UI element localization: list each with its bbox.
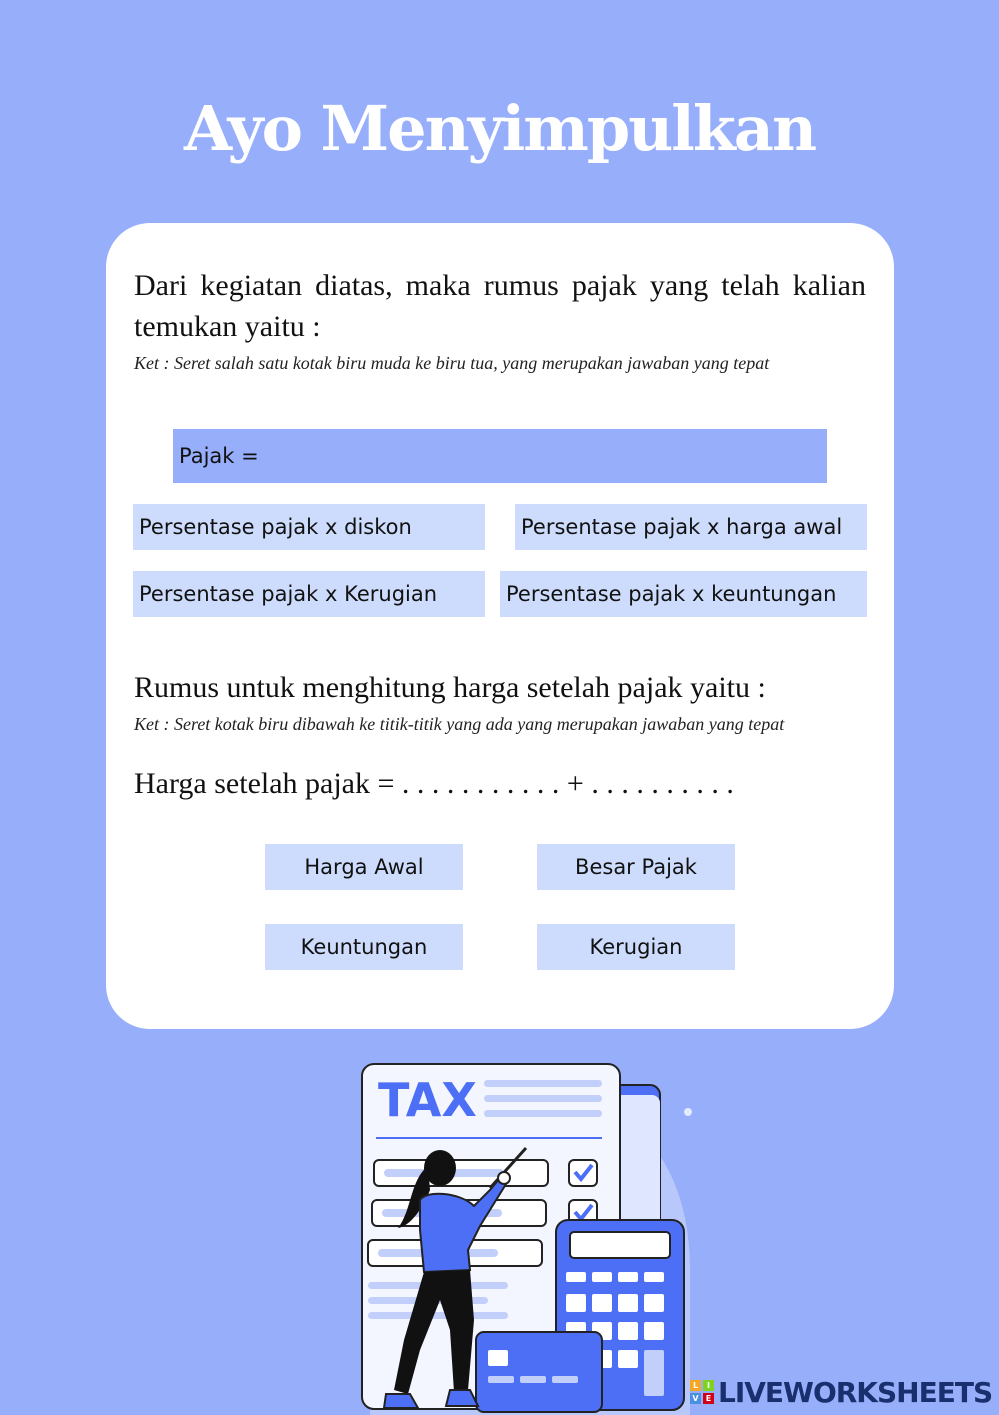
doc-line-icon — [484, 1080, 602, 1087]
box-kerugian[interactable]: Kerugian — [537, 924, 735, 970]
calc-key — [566, 1294, 586, 1312]
question-1: Dari kegiatan diatas, maka rumus pajak yang telah kalian temukan yaitu : — [134, 269, 866, 343]
option-tax-x-profit[interactable]: Persentase pajak x keuntungan — [500, 571, 867, 617]
doc-line-icon — [484, 1095, 602, 1102]
brand-name: LIVEWORKSHEETS — [718, 1375, 993, 1409]
box-keuntungan[interactable]: Keuntungan — [265, 924, 463, 970]
instruction-note-2: Ket : Seret kotak biru dibawah ke titik-titik yang ada yang merupakan jawaban yang tepat — [134, 714, 785, 734]
doc-line-icon — [484, 1110, 602, 1117]
credit-card-icon — [476, 1332, 602, 1412]
card-digits — [488, 1376, 514, 1383]
calc-key — [592, 1272, 612, 1282]
option-tax-x-loss[interactable]: Persentase pajak x Kerugian — [133, 571, 485, 617]
calc-key — [644, 1294, 664, 1312]
logo-letter: L — [690, 1380, 701, 1391]
box-harga-awal[interactable]: Harga Awal — [265, 844, 463, 890]
logo-letter: E — [703, 1393, 714, 1404]
tax-formula-dropzone[interactable]: Pajak = — [173, 429, 827, 483]
calc-key — [592, 1294, 612, 1312]
page-title: Ayo Menyimpulkan — [183, 92, 816, 165]
calculator-display — [570, 1232, 670, 1258]
sparkle-dot — [684, 1108, 692, 1116]
calc-key — [618, 1350, 638, 1368]
calc-key — [644, 1322, 664, 1340]
calc-key — [618, 1272, 638, 1282]
worksheet-card — [106, 223, 894, 1029]
card-chip — [488, 1350, 508, 1366]
tax-label: TAX — [378, 1073, 477, 1127]
instruction-note-1: Ket : Seret salah satu kotak biru muda ke biru tua, yang merupakan jawaban yang tepat — [134, 353, 770, 373]
liveworksheets-brand[interactable] — [690, 1372, 992, 1412]
tax-illustration — [340, 1050, 700, 1415]
calc-key — [644, 1350, 664, 1396]
calc-key — [618, 1294, 638, 1312]
option-tax-x-discount[interactable]: Persentase pajak x diskon — [133, 504, 485, 550]
logo-letter: I — [703, 1380, 714, 1391]
calc-key — [644, 1272, 664, 1282]
option-tax-x-initial-price[interactable]: Persentase pajak x harga awal — [515, 504, 867, 550]
doc-line-icon — [368, 1312, 508, 1319]
price-after-tax-formula[interactable]: Harga setelah pajak = . . . . . . . . . . . + . . . . . . . . . . — [134, 767, 734, 800]
calc-key — [566, 1272, 586, 1282]
question-2: Rumus untuk menghitung harga setelah pajak yaitu : — [134, 671, 766, 704]
liveworksheets-logo-icon — [690, 1380, 714, 1404]
box-besar-pajak[interactable]: Besar Pajak — [537, 844, 735, 890]
calc-key — [618, 1322, 638, 1340]
checkbox-icon — [569, 1160, 597, 1186]
logo-letter: V — [690, 1393, 701, 1404]
card-digits — [520, 1376, 546, 1383]
card-digits — [552, 1376, 578, 1383]
